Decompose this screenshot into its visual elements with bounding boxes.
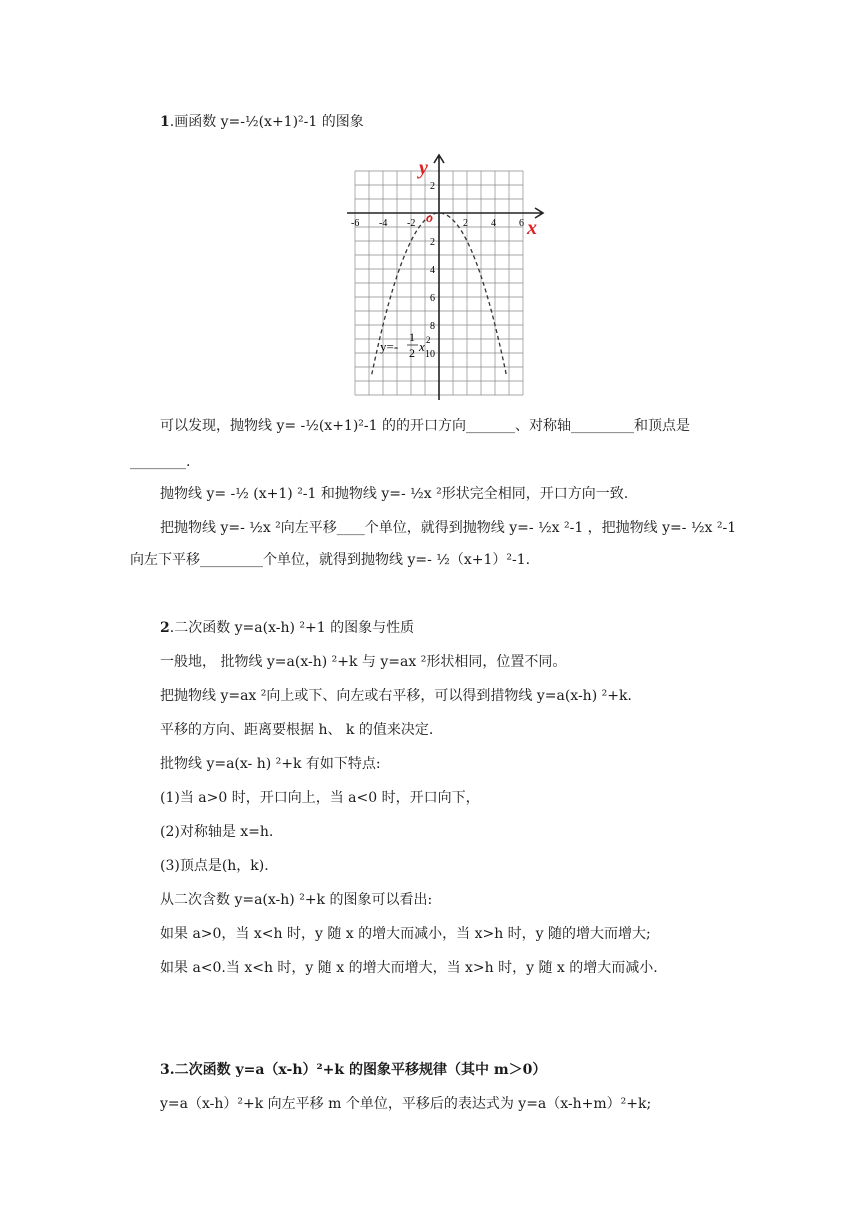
curve-label-prefix: y=- [380, 339, 399, 354]
y-tick-label: 2 [430, 181, 435, 192]
section1-number: 1 [160, 114, 170, 130]
curve-label-variable: x [419, 339, 425, 354]
x-tick-label: -4 [379, 218, 388, 229]
section2-line: 批物线 y=a(x- h) ²+k 有如下特点: [160, 756, 381, 772]
section1-heading [160, 112, 364, 132]
section2-line: (3)顶点是(h，k). [160, 858, 269, 874]
section2-title: .二次函数 y=a(x-h) ²+1 的图象与性质 [169, 620, 415, 636]
y-axis [434, 155, 444, 400]
section2-line: 把抛物线 y=ax ²向上或下、向左或右平移，可以得到措物线 y=a(x-h) ²+k. [160, 688, 632, 704]
x-tick-label: -6 [351, 218, 360, 229]
parabola-figure [340, 150, 550, 400]
curve-label-denominator: 2 [409, 346, 415, 360]
x-axis [347, 208, 543, 218]
section2-line: 从二次含数 y=a(x-h) ²+k 的图象可以看出: [160, 892, 433, 908]
section2-number: 2 [160, 620, 170, 636]
section1-paragraph3-line2: 向左下平移_________个单位，就得到抛物线 y=- ½（x+1）²-1. [130, 552, 531, 568]
section2-line: 一般地， 批物线 y=a(x-h) ²+k 与 y=ax ²形状相同，位置不同。 [160, 654, 567, 670]
section1-paragraph1-line2: ________. [130, 454, 191, 470]
y-tick-label: 6 [430, 293, 435, 304]
section1-paragraph2: 抛物线 y= -½ (x+1) ²-1 和抛物线 y=- ½x ²形状完全相同，开口方向一致. [160, 486, 629, 502]
section2-line: (1)当 a>0 时，开口向上，当 a<0 时，开口向下， [160, 790, 480, 806]
section1-paragraph1-line1: 可以发现，抛物线 y= -½(x+1)²-1 的的开口方向_______、对称轴_________和顶点是 [160, 418, 690, 434]
section3-line1: y=a（x-h）²+k 向左平移 m 个单位，平移后的表达式为 y=a（x-h+m）²+k; [160, 1096, 652, 1112]
section1-paragraph3-line1: 把抛物线 y=- ½x ²向左平移____个单位，就得到抛物线 y=- ½x ²-1 ，把抛物线 y=- ½x ²-1 [160, 520, 737, 536]
x-tick-label: -2 [407, 218, 416, 229]
y-axis-label: y [419, 157, 428, 179]
y-tick-label: 8 [430, 321, 435, 332]
origin-label: o [426, 211, 433, 226]
x-tick-label: 2 [463, 218, 468, 229]
y-tick-label: 4 [430, 265, 435, 276]
curve-label [380, 330, 431, 360]
section2-line: 如果 a<0.当 x<h 时，y 随 x 的增大而增大，当 x>h 时，y 随 x 的增大而减小. [160, 960, 658, 976]
axes [347, 155, 543, 400]
tick-labels [351, 181, 524, 360]
section2-line: (2)对称轴是 x=h. [160, 824, 274, 840]
section3-title: 3.二次函数 y=a（x-h）²+k 的图象平移规律（其中 m＞0） [160, 1062, 547, 1078]
curve-label-exponent: 2 [426, 335, 431, 345]
curve-label-numerator: 1 [409, 330, 415, 344]
x-tick-label: 6 [519, 218, 524, 229]
x-tick-label: 4 [491, 218, 496, 229]
section2-heading [160, 618, 414, 638]
section2-line: 平移的方向、距离要根据 h、 k 的值来决定. [160, 722, 434, 738]
y-tick-label: 2 [430, 237, 435, 248]
section2-line: 如果 a>0，当 x<h 时，y 随 x 的增大而减小，当 x>h 时，y 随的增大而增大; [160, 926, 651, 942]
section1-title: .画函数 y=-½(x+1)²-1 的图象 [169, 114, 364, 130]
y-tick-label: 10 [425, 349, 435, 360]
x-axis-label: x [527, 217, 537, 239]
